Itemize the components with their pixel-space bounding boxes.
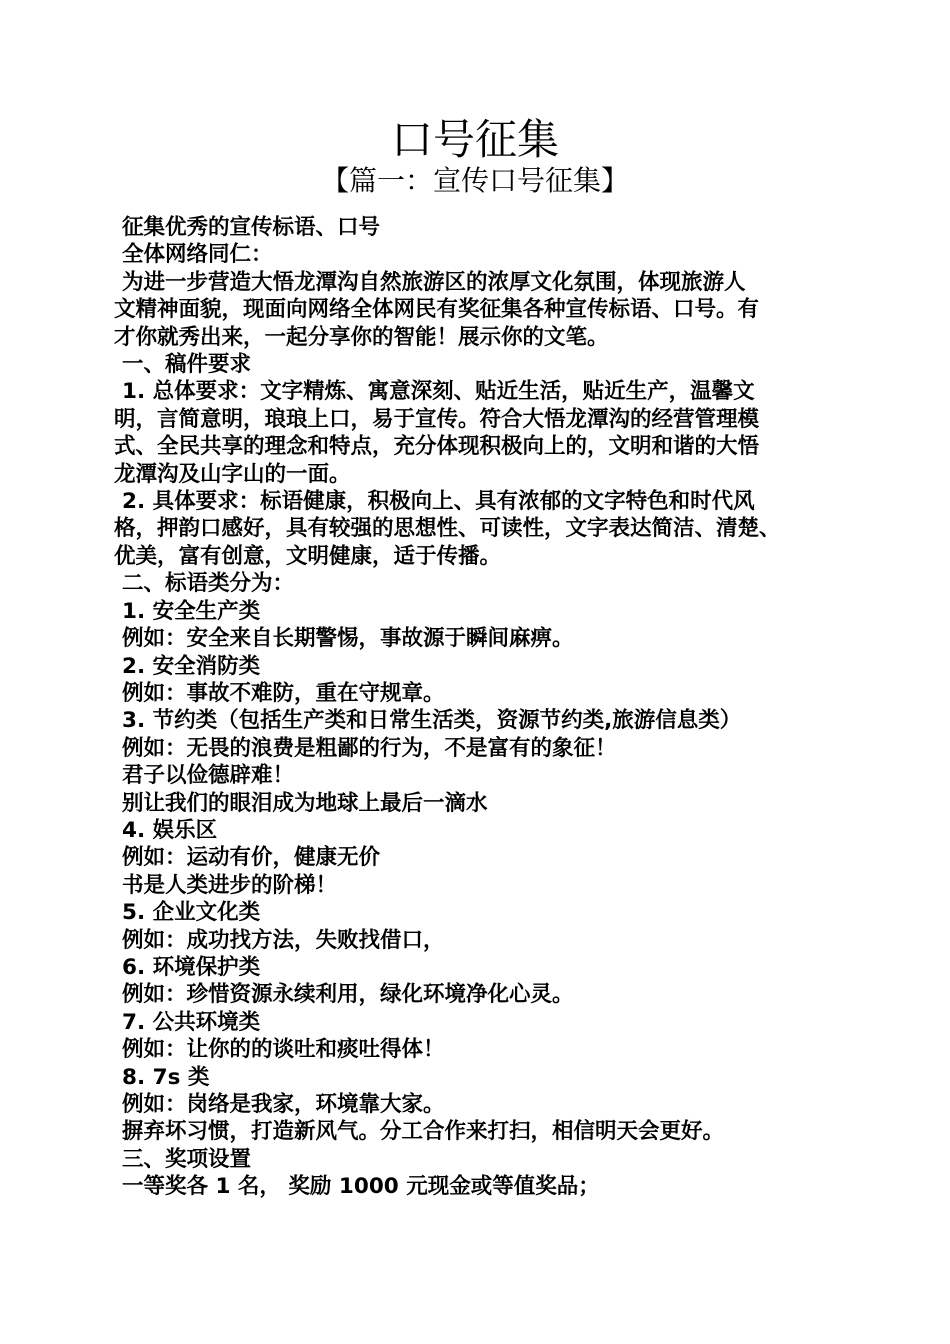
requirement-general-line: 式、全民共享的理念和特点，充分体现积极向上的，文明和谐的大悟 — [114, 434, 760, 460]
requirement-general-line: 1. 总体要求：文字精炼、寓意深刻、贴近生活，贴近生产，温馨文 — [122, 379, 755, 405]
requirement-specific-line: 优美，富有创意，文明健康，适于传播。 — [114, 543, 502, 569]
section-heading-categories: 二、标语类分为： — [122, 571, 295, 597]
salutation: 全体网络同仁： — [122, 242, 273, 268]
category-example: 君子以俭德辟难！ — [122, 763, 295, 789]
category-example: 例如：成功找方法，失败找借口， — [122, 927, 445, 953]
category-example: 例如：安全来自长期警惕，事故源于瞬间麻痹。 — [122, 626, 574, 652]
category-example: 例如：事故不难防，重在守规章。 — [122, 680, 445, 706]
category-item: 2. 安全消防类 — [122, 653, 261, 679]
heading-collect-slogans: 征集优秀的宣传标语、口号 — [122, 215, 381, 240]
section-heading-awards: 三、奖项设置 — [122, 1146, 252, 1172]
document-body — [114, 214, 844, 1201]
document-title: 口号征集 — [390, 115, 559, 164]
requirement-specific-line: 格，押韵口感好，具有较强的思想性、可读性，文字表达简洁、清楚、 — [114, 516, 781, 542]
award-first-prize: 一等奖各 1 名， 奖励 1000 元现金或等值奖品； — [122, 1174, 600, 1200]
intro-paragraph-line: 才你就秀出来，一起分享你的智能！展示你的文笔。 — [114, 324, 609, 350]
section-heading-requirements: 一、稿件要求 — [122, 352, 252, 378]
category-example: 书是人类进步的阶梯！ — [122, 872, 338, 898]
intro-paragraph-line: 为进一步营造大悟龙潭沟自然旅游区的浓厚文化氛围，体现旅游人 — [122, 269, 746, 295]
category-example: 例如：让你的的谈吐和痰吐得体！ — [122, 1037, 445, 1063]
category-example: 例如：珍惜资源永续利用，绿化环境净化心灵。 — [122, 982, 574, 1008]
category-item: 8. 7s 类 — [122, 1064, 210, 1090]
category-item: 5. 企业文化类 — [122, 900, 261, 926]
intro-paragraph-line: 文精神面貌，现面向网络全体网民有奖征集各种宣传标语、口号。有 — [114, 297, 760, 323]
category-example: 例如：无畏的浪费是粗鄙的行为，不是富有的象征！ — [122, 735, 617, 761]
requirement-general-line: 明，言简意明，琅琅上口，易于宣传。符合大悟龙潭沟的经营管理模 — [114, 406, 760, 432]
category-item: 6. 环境保护类 — [122, 954, 261, 980]
category-item: 4. 娱乐区 — [122, 817, 218, 843]
document-subtitle: 【篇一：宣传口号征集】 — [320, 164, 629, 197]
category-example: 例如：运动有价，健康无价 — [122, 845, 381, 871]
requirement-general-line: 龙潭沟及山字山的一面。 — [114, 461, 351, 487]
category-item: 7. 公共环境类 — [122, 1009, 261, 1035]
category-example: 例如：岗络是我家，环境靠大家。 — [122, 1092, 445, 1117]
category-example: 摒弃坏习惯，打造新风气。分工合作来打扫，相信明天会更好。 — [122, 1119, 725, 1145]
category-item: 1. 安全生产类 — [122, 598, 261, 624]
category-item: 3. 节约类（包括生产类和日常生活类，资源节约类,旅游信息类） — [122, 708, 742, 734]
requirement-specific-line: 2. 具体要求：标语健康，积极向上、具有浓郁的文字特色和时代风 — [122, 489, 755, 515]
category-example: 别让我们的眼泪成为地球上最后一滴水 — [122, 790, 488, 816]
